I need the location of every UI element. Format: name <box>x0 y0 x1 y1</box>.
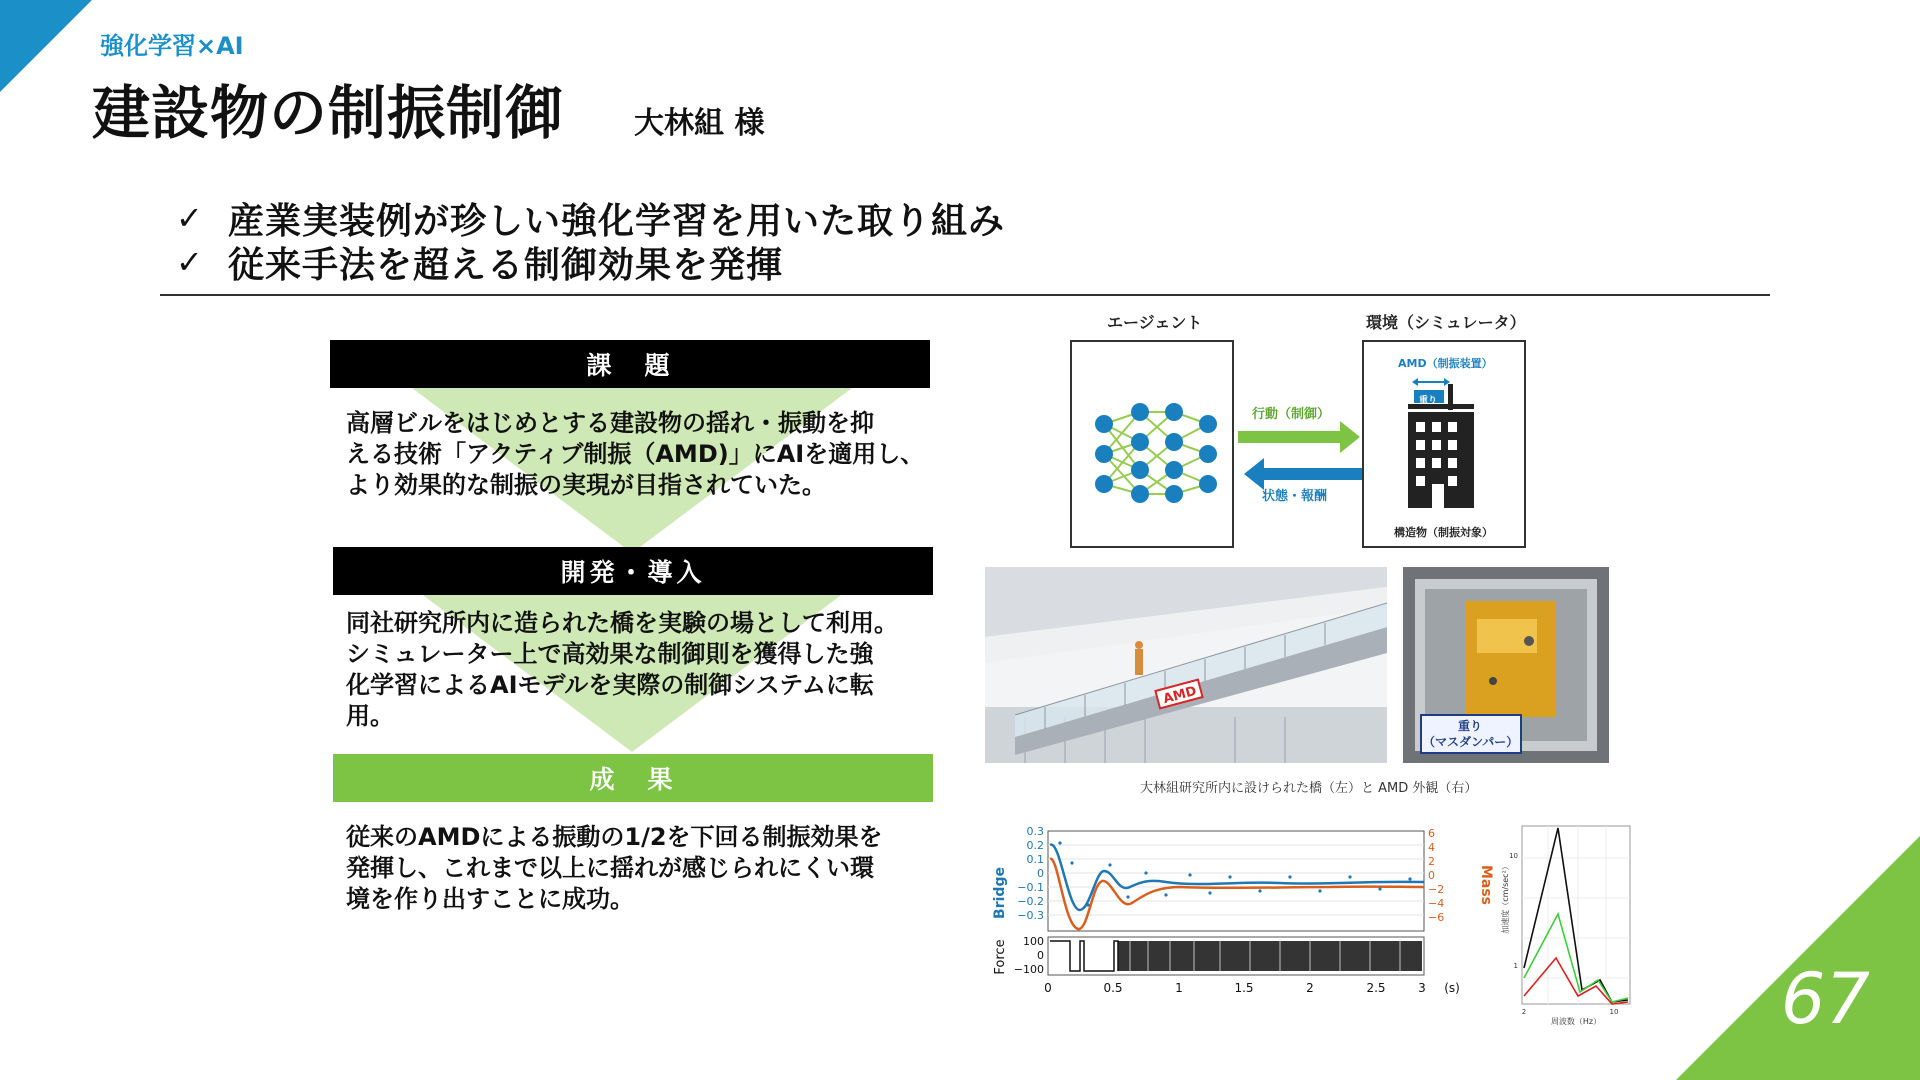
svg-text:2: 2 <box>1306 981 1314 995</box>
photo-caption: 大林組研究所内に設けられた橋（左）と AMD 外観（右） <box>1140 781 1478 796</box>
spectrum-x-label: 周波数（Hz） <box>1550 1017 1602 1026</box>
structure-label: 構造物（制振対象） <box>1394 526 1493 539</box>
svg-text:−0.2: −0.2 <box>1017 895 1044 908</box>
highlight-text: 産業実装例が珍しい強化学習を用いた取り組み <box>228 200 1006 242</box>
svg-text:−6: −6 <box>1428 911 1445 924</box>
text-line: 化学習によるAIモデルを実際の制御システムに転 <box>346 671 874 699</box>
challenge-text <box>346 408 924 501</box>
svg-text:−0.3: −0.3 <box>1017 909 1044 922</box>
svg-text:3: 3 <box>1418 981 1426 995</box>
text-line: 高層ビルをはじめとする建設物の揺れ・振動を抑 <box>346 409 874 437</box>
svg-text:−100: −100 <box>1013 963 1044 976</box>
svg-text:2: 2 <box>1428 855 1435 868</box>
highlight-item <box>176 196 1005 240</box>
svg-text:6: 6 <box>1428 827 1435 840</box>
force-axis-label: Force <box>993 939 1008 975</box>
spectrum-x-tick: 10 <box>1609 1008 1619 1016</box>
mass-label: 重り <box>1458 719 1483 733</box>
bridge-photo <box>985 567 1387 763</box>
check-icon: ✓ <box>176 243 203 281</box>
check-icon: ✓ <box>176 199 203 237</box>
text-line: より効果的な制振の実現が目指されていた。 <box>346 471 826 499</box>
spectrum-y-tick: 1 <box>1513 962 1518 970</box>
svg-text:100: 100 <box>1023 935 1044 948</box>
environment-label: 環境（シミュレータ） <box>1366 313 1526 332</box>
svg-text:0: 0 <box>1037 949 1044 962</box>
spectrum-y-label: 加速度（cm/sec²） <box>1501 862 1510 934</box>
highlights-list <box>176 196 1005 284</box>
text-line: 同社研究所内に造られた橋を実験の場として利用。 <box>346 609 898 637</box>
text-line: 発揮し、これまで以上に揺れが感じられにくい環 <box>346 854 874 882</box>
amd-device-photo <box>1403 567 1609 763</box>
svg-text:4: 4 <box>1428 841 1435 854</box>
result-header: 成 果 <box>333 754 933 802</box>
result-text <box>346 822 883 915</box>
mass-axis-label: Mass <box>1478 864 1494 906</box>
agent-box <box>1070 340 1234 548</box>
action-label: 行動（制御） <box>1252 407 1331 422</box>
highlight-item <box>176 240 1005 284</box>
rl-diagram <box>1060 305 1580 555</box>
text-line: シミュレーター上で高効果な制御則を獲得した強 <box>346 640 874 668</box>
bridge-axis-label: Bridge <box>992 867 1008 919</box>
neural-network-icon <box>1072 342 1232 546</box>
client-name: 大林組 様 <box>634 106 765 141</box>
highlight-text: 従来手法を超える制御効果を発揮 <box>228 244 784 286</box>
text-line: 従来のAMDによる振動の1/2を下回る制振効果を <box>346 823 883 851</box>
section-divider <box>160 294 1770 296</box>
agent-label: エージェント <box>1107 313 1203 332</box>
text-line: 境を作り出すことに成功。 <box>346 885 634 913</box>
force-axes <box>1048 937 1424 975</box>
corner-accent-top-left <box>0 0 92 92</box>
response-plot <box>980 815 1500 1030</box>
svg-text:0: 0 <box>1037 867 1044 880</box>
svg-text:(s): (s) <box>1444 981 1460 995</box>
page-number: 67 <box>1780 958 1870 1040</box>
text-line: 用。 <box>346 702 394 730</box>
svg-text:0.2: 0.2 <box>1026 839 1044 852</box>
spectrum-y-tick: 10 <box>1509 852 1518 860</box>
amd-tag: AMD <box>1161 683 1199 708</box>
svg-text:−2: −2 <box>1428 883 1445 896</box>
svg-text:0: 0 <box>1428 869 1435 882</box>
amd-label: AMD（制振装置） <box>1398 357 1493 370</box>
action-arrow <box>1238 421 1360 453</box>
svg-text:−0.1: −0.1 <box>1017 881 1044 894</box>
svg-text:1: 1 <box>1175 981 1183 995</box>
case-flow <box>330 340 940 940</box>
development-header: 開発・導入 <box>333 547 933 595</box>
left-tick-labels <box>1017 825 1044 922</box>
spectrum-plot <box>1488 818 1638 1030</box>
page-title: 建設物の制振制御 <box>92 79 565 147</box>
mass-sublabel: （マスダンパー） <box>1423 735 1519 749</box>
force-tick-labels <box>1014 935 1044 976</box>
svg-text:1.5: 1.5 <box>1234 981 1254 995</box>
environment-box <box>1362 340 1526 548</box>
right-tick-labels <box>1428 827 1444 924</box>
bridge-illustration <box>985 567 1387 763</box>
category-label: 強化学習×AI <box>100 32 244 60</box>
x-tick-labels <box>1044 981 1460 995</box>
development-text <box>346 608 898 732</box>
svg-text:0: 0 <box>1044 981 1052 995</box>
svg-text:0.3: 0.3 <box>1026 825 1044 838</box>
text-line: える技術「アクティブ制振（AMD)」にAIを適用し、 <box>346 440 925 468</box>
bridge-axes <box>1048 831 1424 931</box>
challenge-header: 課 題 <box>330 340 930 388</box>
weight-label: 重り <box>1419 396 1438 406</box>
state-label: 状態・報酬 <box>1262 489 1328 504</box>
svg-text:2.5: 2.5 <box>1366 981 1386 995</box>
svg-text:0.1: 0.1 <box>1026 853 1044 866</box>
svg-text:−4: −4 <box>1428 897 1445 910</box>
spectrum-x-tick: 2 <box>1521 1008 1527 1016</box>
svg-text:0.5: 0.5 <box>1103 981 1123 995</box>
